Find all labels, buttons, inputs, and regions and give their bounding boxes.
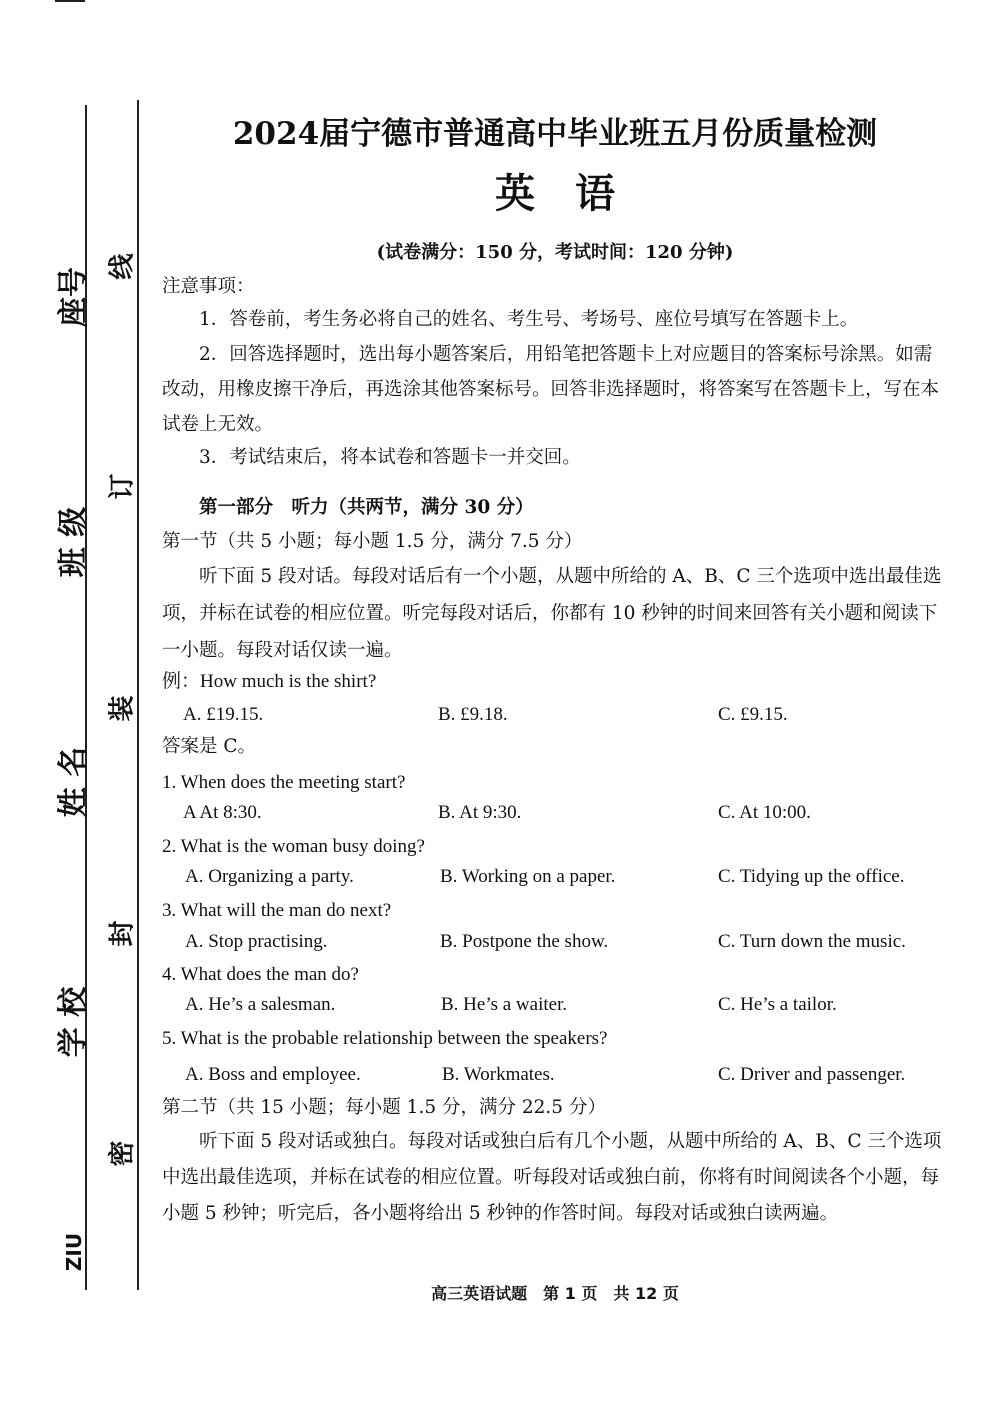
question-5-option-b: B. Workmates. [442, 1064, 555, 1085]
section1-directions: 听下面 5 段对话。每段对话后有一个小题，从题中所给的 A、B、C 三个选项中选出最佳选项，并标在试卷的相应位置。听完每段对话后，你都有 10 秒钟的时间来回答有关小题和阅读下一小题。每段对话仅读一遍。 [162, 566, 942, 661]
question-3-option-b: B. Postpone the show. [440, 931, 609, 952]
example-option-c: C. £9.15. [718, 704, 788, 725]
question-5: 5. What is the probable relationship between the speakers? [162, 1028, 608, 1049]
part1-heading: 第一部分 听力（共两节，满分 30 分） [199, 497, 534, 518]
question-4: 4. What does the man do? [162, 964, 359, 985]
question-4-option-b: B. He’s a waiter. [441, 994, 568, 1015]
exam-title: 2024届宁德市普通高中毕业班五月份质量检测 [232, 116, 878, 152]
binding-char-line: 线 [107, 253, 138, 280]
margin-label-school: 学 校 [56, 986, 92, 1058]
margin-label-class: 班 级 [56, 506, 92, 578]
question-5-option-c: C. Driver and passenger. [718, 1064, 906, 1085]
section2-directions: 听下面 5 段对话或独白。每段对话或独白后有几个小题，从题中所给的 A、B、C 三个选项中选出最佳选项，并标在试卷的相应位置。听每段对话或独白前，你将有时间阅读各个小题，每小题 5 秒钟；听完后，各小题将给出 5 秒钟的作答时间。每段对话或独白读两遍。 [162, 1131, 942, 1224]
example-question: 例：How much is the shirt? [162, 671, 377, 692]
margin-label-name: 姓 名 [56, 746, 92, 818]
instruction-item-2: 2．回答选择题时，选出每小题答案后，用铅笔把答题卡上对应题目的答案标号涂黑。如需改动，用橡皮擦干净后，再选涂其他答案标号。回答非选择题时，将答案写在答题卡上，写在本试卷上无效。 [162, 344, 940, 435]
question-3: 3. What will the man do next? [162, 900, 392, 921]
margin-label-seat: 座号 [56, 267, 91, 327]
instructions-heading: 注意事项： [162, 276, 255, 297]
exam-note: (试卷满分：150 分，考试时间：120 分钟) [376, 242, 734, 263]
exam-subject: 英语 [495, 170, 655, 217]
question-1: 1. When does the meeting start? [162, 772, 406, 793]
question-3-option-c: C. Turn down the music. [718, 931, 906, 952]
section2-heading: 第二节（共 15 小题；每小题 1.5 分，满分 22.5 分） [162, 1097, 606, 1118]
question-2-option-c: C. Tidying up the office. [718, 866, 905, 887]
question-1-option-a: A At 8:30. [183, 802, 262, 823]
binding-char-secret: 密 [107, 1140, 138, 1167]
question-2-option-a: A. Organizing a party. [185, 866, 354, 887]
question-4-option-c: C. He’s a tailor. [718, 994, 837, 1015]
question-4-option-a: A. He’s a salesman. [185, 994, 336, 1015]
section1-heading: 第一节（共 5 小题；每小题 1.5 分，满分 7.5 分） [162, 531, 583, 552]
margin-blank-seat [55, 0, 85, 2]
question-5-option-a: A. Boss and employee. [185, 1064, 361, 1085]
instruction-item-3: 3．考试结束后，将本试卷和答题卡一并交回。 [199, 447, 581, 468]
margin-corner-text: ZIU [62, 1232, 87, 1272]
page-footer: 高三英语试题 第 1 页 共 12 页 [431, 1284, 679, 1303]
example-answer: 答案是 C。 [162, 736, 257, 757]
instruction-item-1: 1．答卷前，考生务必将自己的姓名、考生号、考场号、座位号填写在答题卡上。 [199, 309, 859, 330]
example-option-a: A. £19.15. [183, 704, 264, 725]
binding-char-seal: 封 [107, 920, 138, 947]
question-2-option-b: B. Working on a paper. [440, 866, 616, 887]
question-2: 2. What is the woman busy doing? [162, 836, 425, 857]
question-1-option-b: B. At 9:30. [438, 802, 522, 823]
example-option-b: B. £9.18. [438, 704, 508, 725]
binding-char-bind: 订 [107, 473, 138, 500]
question-1-option-c: C. At 10:00. [718, 802, 811, 823]
binding-char-attach: 装 [107, 695, 138, 722]
question-3-option-a: A. Stop practising. [185, 931, 328, 952]
